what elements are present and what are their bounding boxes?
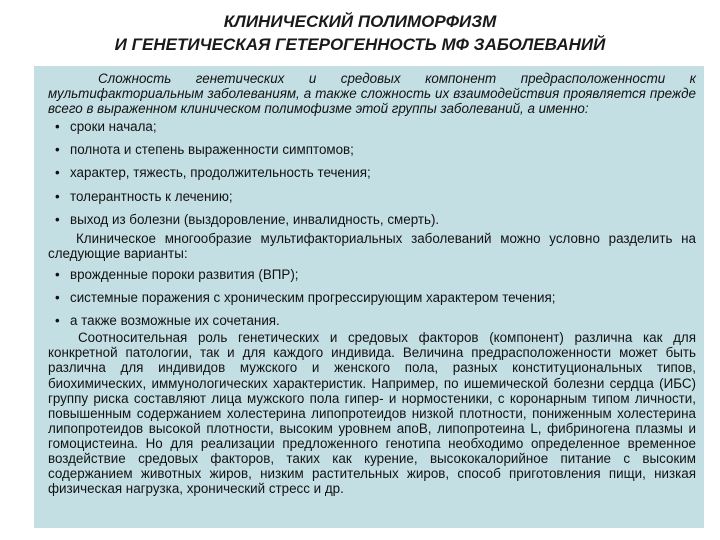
list-item: • а также возможные их сочетания.: [55, 313, 280, 329]
bullet-icon: •: [55, 142, 60, 158]
bullet-icon: •: [55, 165, 60, 181]
content-panel: [34, 66, 704, 528]
list-item: • врожденные пороки развития (ВПР);: [55, 266, 299, 282]
bullet-icon: •: [55, 266, 60, 282]
list-item: • толерантность к лечению;: [55, 188, 233, 204]
bullet-icon: •: [55, 313, 60, 329]
risk-factors-paragraph: Соотносительная роль генетических и средовых факторов (компонент) различна как для конкретной патологии, так и для каждого индивида. Величина предрасположенности может быть различна для индивидов мужского и женского пола, разных конституциональных типов, биохимических, иммунологических характеристик. Например, по ишемической болезни сердца (ИБС) группу риска составляют лица мужского пола гипер- и нормостеники, с коронарным типом личности, повышенным содержанием холестерина липопротеидов низкой плотности, пониженным холестерина липопротеидов высокой плотности, высоким уровнем апоВ, липопротеина L, фибриногена плазмы и гомоцистеина. Но для реализации предложенного генотипа необходимо определенное временное воздействие средовых факторов, таких как курение, высококалорийное питание с высоким содержанием животных жиров, низким растительных жиров, способ приготовления пищи, низкая физическая нагрузка, хронический стресс и др.: [48, 330, 696, 497]
variants-paragraph: Клиническое многообразие мультифакториальных заболеваний можно условно разделить на следующие варианты:: [48, 230, 696, 261]
title-line-1: КЛИНИЧЕСКИЙ ПОЛИМОРФИЗМ: [223, 12, 497, 31]
list-item: • характер, тяжесть, продолжительность течения;: [55, 165, 371, 181]
bullet-icon: •: [55, 211, 60, 227]
list-item: • сроки начала;: [55, 119, 157, 135]
slide-title: [0, 10, 720, 56]
list-item: • выход из болезни (выздоровление, инвалидность, смерть).: [55, 211, 440, 227]
bullet-icon: •: [55, 188, 60, 204]
bullet-icon: •: [55, 290, 60, 306]
list-item: • полнота и степень выраженности симптомов;: [55, 142, 354, 158]
bullet-icon: •: [55, 119, 60, 135]
variants-list: [48, 267, 696, 328]
features-list: [48, 119, 696, 226]
list-item: • системные поражения с хроническим прогрессирующим характером течения;: [55, 290, 556, 306]
intro-paragraph: Сложность генетических и средовых компонент предрасположенности к мультифакториальным заболеваниям, а также сложность их взаимодействия проявляется прежде всего в выраженном клиническом полимофизме этой группы заболеваний, а именно:: [48, 71, 696, 117]
title-line-2: И ГЕНЕТИЧЕСКАЯ ГЕТЕРОГЕННОСТЬ МФ ЗАБОЛЕВАНИЙ: [114, 35, 606, 54]
